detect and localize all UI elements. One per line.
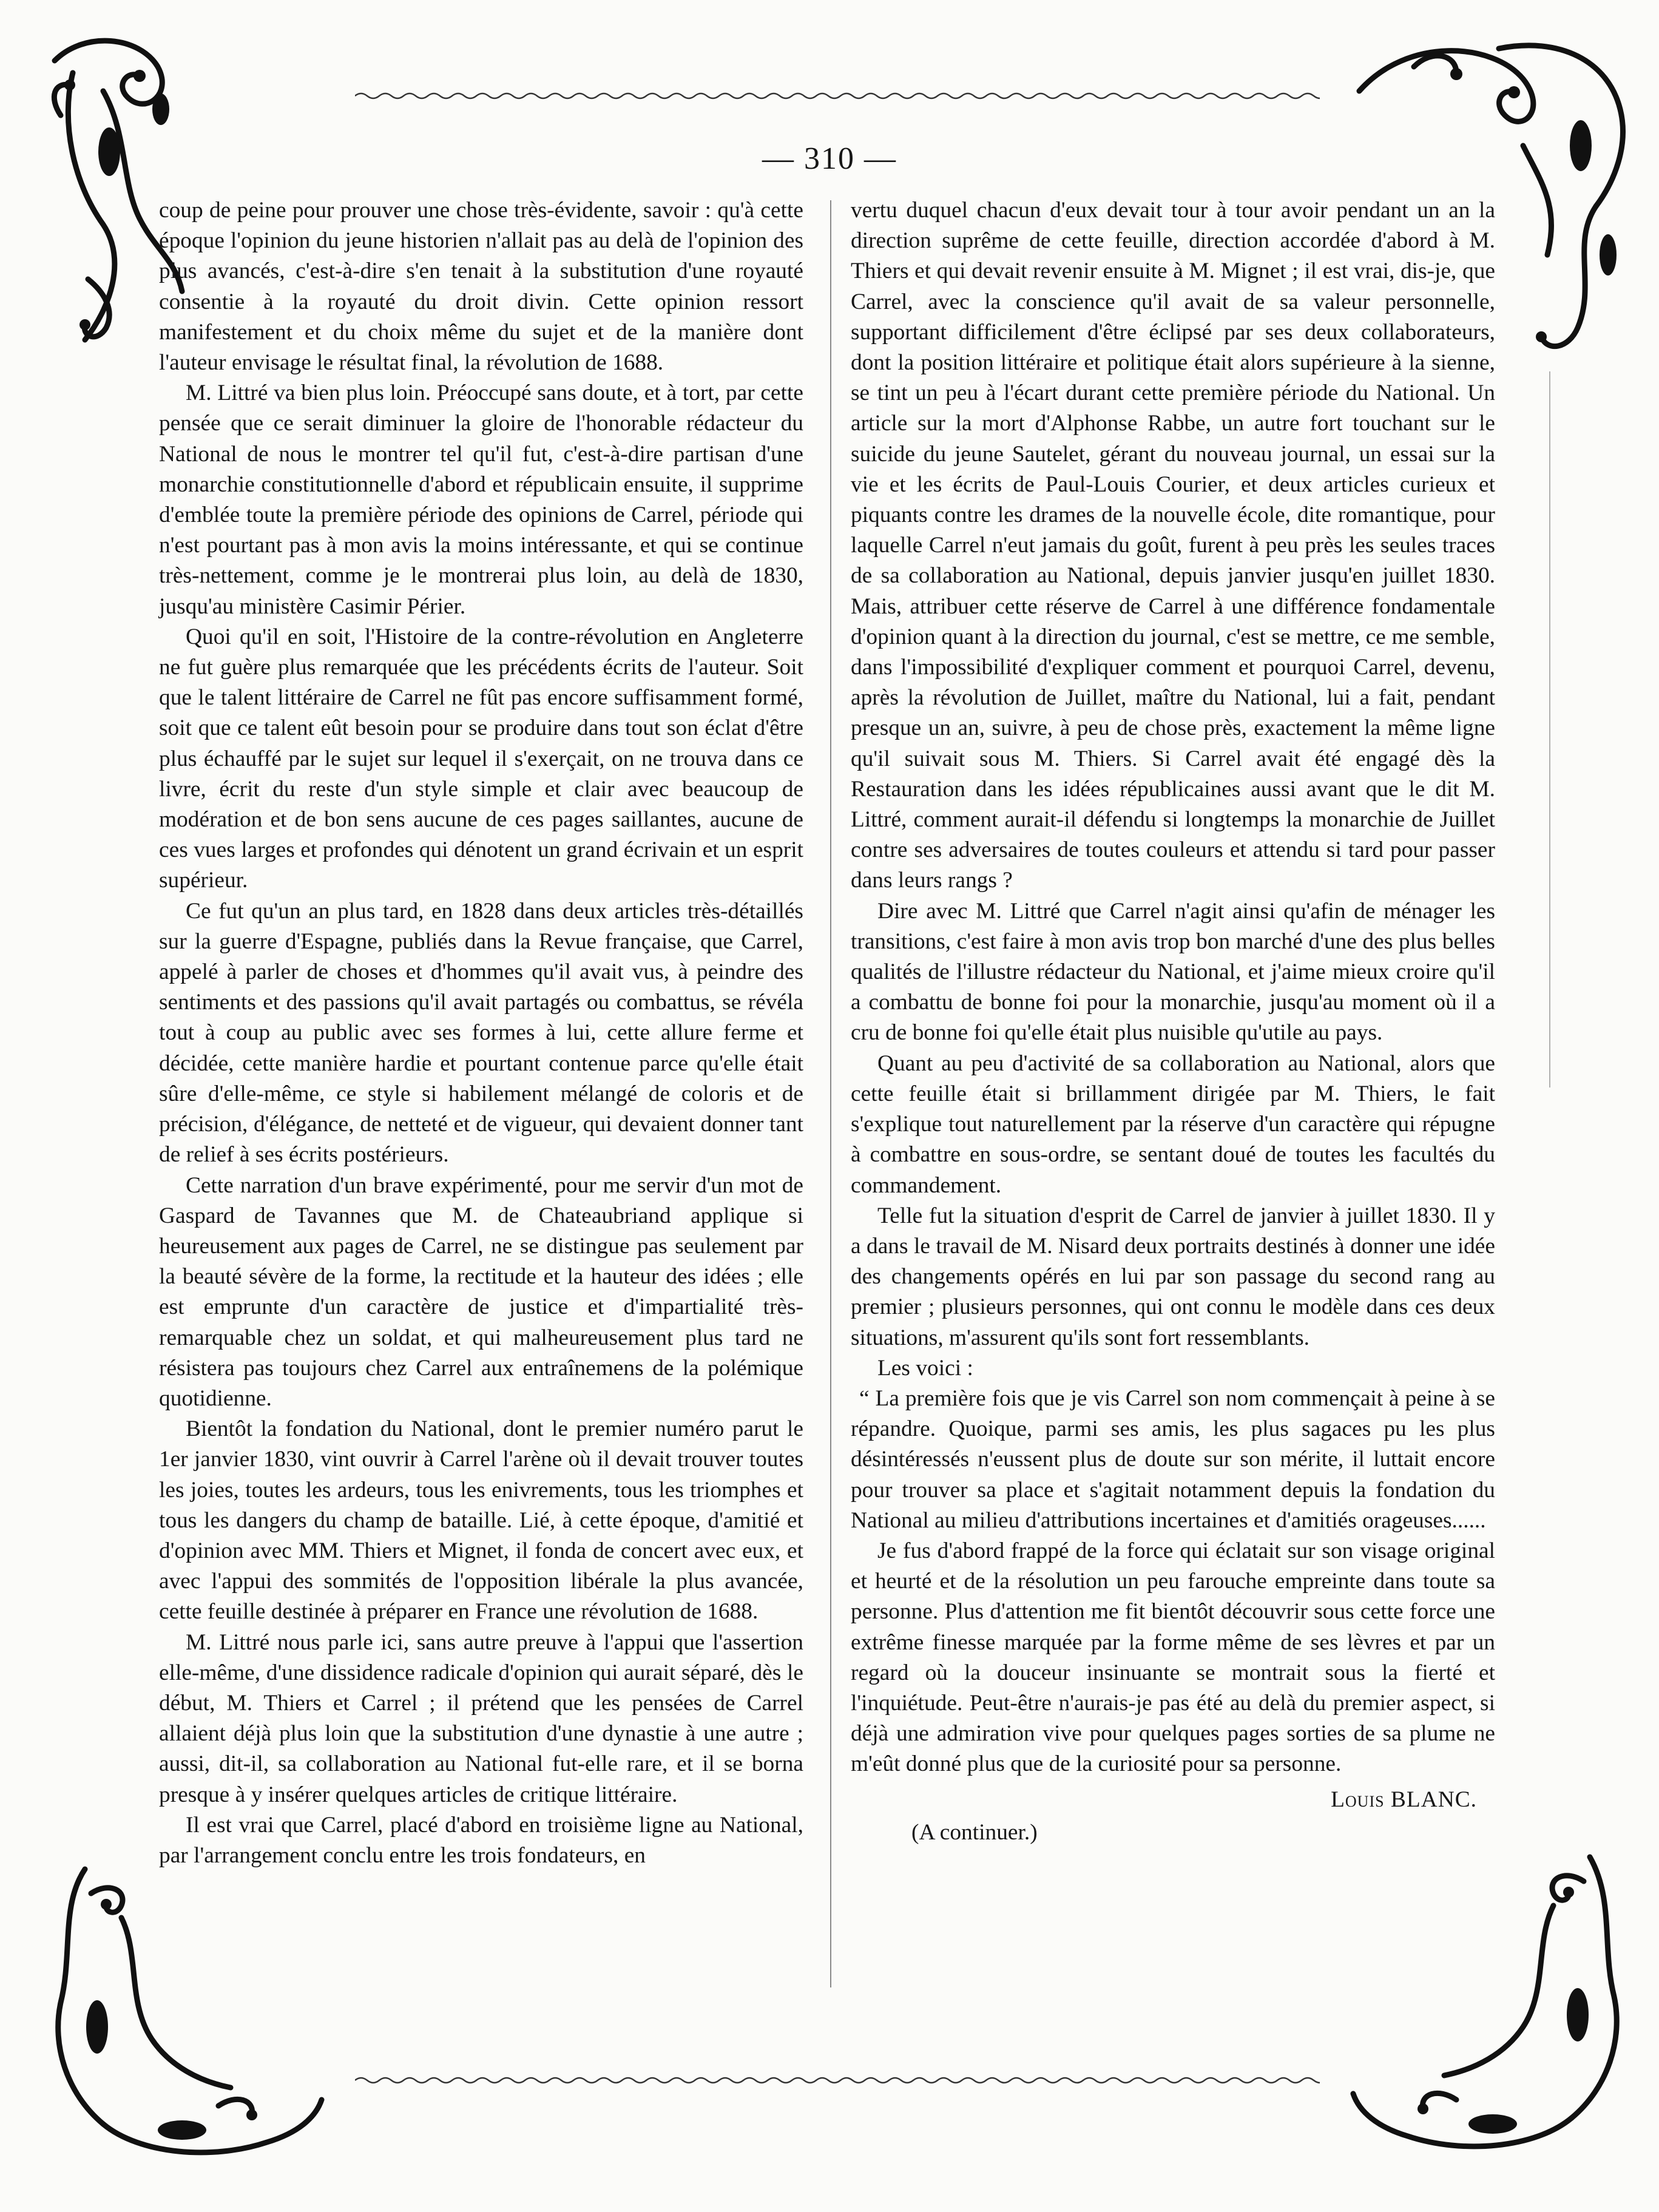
corner-ornament-bottom-left [36,1845,340,2185]
paragraph: M. Littré nous parle ici, sans autre preuve à l'appui que l'assertion elle-même, d'une dissidence radicale d'opinion qui aurait séparé, dès le début, M. Thiers et Carrel ; il prétend que les pensées de Carrel allaient déjà plus loin que la substitution d'une dynastie à une autre ; aussi, dit-il, sa collaboration au National fut-elle rare, et il se borna presque à y insérer quelques articles de critique littéraire. [159,1629,803,1807]
column-divider [830,200,831,1987]
paragraph: Quoi qu'il en soit, l'Histoire de la contre-révolution en Angleterre ne fut guère plus remarquée que les précédents écrits de l'auteur. Soit que le talent littéraire de Carrel ne fût pas encore suffisamment formé, soit que ce talent eût besoin pour se produire dans tout son éclat d'être plus échauffé par le sujet sur lequel il s'exerçait, on ne trouva dans ce livre, écrit du reste d'un style simple et clair avec beaucoup de modération et de bon sens aucune de ces pages saillantes, aucune de ces vues larges et profondes qui dénotent un grand écrivain et un esprit supérieur. [159,624,803,893]
paragraph: coup de peine pour prouver une chose très-évidente, savoir : qu'à cette époque l'opinion du jeune historien n'allait pas au delà de l'opinion des plus avancés, c'est-à-dire s'en tenait à la substitution d'une royauté consentie à la royauté du droit divin. Cette opinion ressort manifestement et du choix même du sujet et de la manière dont l'auteur envisage le résultat final, la révolution de 1688. [159,198,803,376]
bottom-wavy-rule [355,2074,1320,2086]
author-signature: Louis BLANC. [1331,1787,1477,1812]
paragraph: Telle fut la situation d'esprit de Carrel de janvier à juillet 1830. Il y a dans le travail de M. Nisard deux portraits destinés à donner une idée des changements opérés en lui par son passage du second rang au premier ; plusieurs personnes, qui ont connu le modèle dans ces deux situations, m'assurent qu'ils sont fort ressemblants. [851,1203,1495,1350]
quote-paragraph: “ La première fois que je vis Carrel son nom commençait à peine à se répandre. Quoique, parmi ses amis, les plus sagaces pu les plus désintéressés n'eussent plus de doute sur son mérite, il luttait encore pour trouver sa place et s'agitait notamment depuis la fondation du National au milieu d'attributions incertaines et d'amitiés orageuses...... [851,1385,1495,1533]
left-column [159,195,803,1871]
paragraph: Il est vrai que Carrel, placé d'abord en troisième ligne au National, par l'arrangement conclu entre les trois fondateurs, en [159,1812,803,1868]
top-wavy-rule [355,90,1320,102]
paragraph: Ce fut qu'un an plus tard, en 1828 dans deux articles très-détaillés sur la guerre d'Espagne, publiés dans la Revue française, que Carrel, appelé à parler de choses et d'hommes qu'il avait vus, à peindre des sentiments et des passions qu'il avait partagés ou combattus, se révéla tout à coup au public avec ses formes à lui, cette allure ferme et décidée, cette manière hardie et pourtant contenue parce qu'elle était sûre d'elle-même, ce style si habilement mélangé de coloris et de précision, d'élégance, de netteté et de vigueur, qui devaient donner tant de relief à ses écrits postérieurs. [159,898,803,1168]
right-column [851,195,1495,1848]
paragraph: Quant au peu d'activité de sa collaboration au National, alors que cette feuille était si brillamment dirigée par M. Thiers, le fait s'explique tout naturellement par la réserve d'un caractère qui répugne à combattre en sous-ordre, se sentant doué de toutes les facultés du commandement. [851,1050,1495,1198]
margin-line [1549,371,1550,1087]
page-number: — 310 — [762,141,897,176]
paragraph: Cette narration d'un brave expérimenté, pour me servir d'un mot de Gaspard de Tavannes que M. de Chateaubriand applique si heureusement aux pages de Carrel, ne se distingue pas seulement par la beauté sévère de la forme, la rectitude et la hauteur des idées ; elle est emprunte d'un caractère de justice et d'impartialité très-remarquable chez un soldat, et qui malheureusement plus tard ne résistera pas toujours chez Carrel aux entraînemens de la polémique quotidienne. [159,1172,803,1411]
paragraph: Bientôt la fondation du National, dont le premier numéro parut le 1er janvier 1830, vint ouvrir à Carrel l'arène où il devait trouver toutes les joies, toutes les ardeurs, tous les enivrements, tous les triomphes et tous les dangers du champ de bataille. Lié, à cette époque, d'amitié et d'opinion avec MM. Thiers et Mignet, il fonda de concert avec eux, et avec l'appui des sommités de l'opposition libérale la plus avancée, cette feuille destinée à préparer en France une révolution de 1688. [159,1416,803,1625]
paragraph: M. Littré va bien plus loin. Préoccupé sans doute, et à tort, par cette pensée que ce serait diminuer la gloire de l'honorable rédacteur du National de nous le montrer tel qu'il fut, c'est-à-dire partisan d'une monarchie constitutionnelle d'abord et républicain ensuite, il supprime d'emblée toute la première période des opinions de Carrel, période qui n'est pourtant pas à mon avis la moins intéressante, et qui se continue très-nettement, comme je le montrerai plus loin, au delà de 1830, jusqu'au ministère Casimir Périer. [159,381,803,619]
paragraph: Les voici : [877,1355,973,1381]
continuation-note: (A continuer.) [911,1819,1038,1845]
quote-paragraph: Je fus d'abord frappé de la force qui éclatait sur son visage original et heurté et de la résolution un peu farouche empreinte dans toute sa personne. Plus d'attention me fit bientôt découvrir sous cette force une extrême finesse marquée par la forme même de ses lèvres et par un regard où la douceur insinuante se montrait sous la fierté et l'inquiétude. Peut-être n'aurais-je pas été au delà du premier aspect, si déjà une admiration vive pour quelques pages sorties de sa plume ne m'eût donné plus que de la curiosité pour sa personne. [851,1538,1495,1777]
paragraph: Dire avec M. Littré que Carrel n'agit ainsi qu'afin de ménager les transitions, c'est faire à mon avis trop bon marché d'une des plus belles qualités de l'illustre rédacteur du National, et j'aime mieux croire qu'il a combattu de bonne foi pour la monarchie, jusqu'au moment où il a cru de bonne foi qu'elle était plus nuisible qu'utile au pays. [851,898,1495,1046]
corner-ornament-bottom-right [1335,1833,1638,2185]
paragraph: vertu duquel chacun d'eux devait tour à tour avoir pendant un an la direction suprême de cette feuille, direction accordée d'abord à M. Thiers et qui devait revenir ensuite à M. Mignet ; il est vrai, dis-je, que Carrel, avec la conscience qu'il avait de sa valeur personnelle, supportant difficilement d'être éclipsé par ses deux collaborateurs, dont la position littéraire et politique était alors supérieure à la sienne, se tint un peu à l'écart durant cette première période du National. Un article sur la mort d'Alphonse Rabbe, un autre fort touchant sur le suicide du jeune Sautelet, gérant du nouveau journal, un essai sur la vie et les écrits de Paul-Louis Courier, et deux articles curieux et piquants contre les drames de la nouvelle école, dite romantique, pour laquelle Carrel n'eut jamais du goût, furent à peu près les seules traces de sa collaboration au National, depuis janvier jusqu'en juillet 1830. Mais, attribuer cette réserve de Carrel à une différence fondamentale d'opinion quant à la direction du journal, c'est se mettre, ce me semble, dans l'impossibilité d'expliquer comment et pourquoi Carrel, devenu, après la révolution de Juillet, maître du National, lui a fait, pendant presque un an, suivre, à peu de chose près, exactement la même ligne qu'il suivait sous M. Thiers. Si Carrel avait été engagé dès la Restauration dans les idées républicaines aussi avant que le dit M. Littré, comment aurait-il défendu si longtemps la monarchie de Juillet contre ses adversaires de toutes couleurs et attendu si tard pour passer dans leurs rangs ? [851,198,1495,893]
